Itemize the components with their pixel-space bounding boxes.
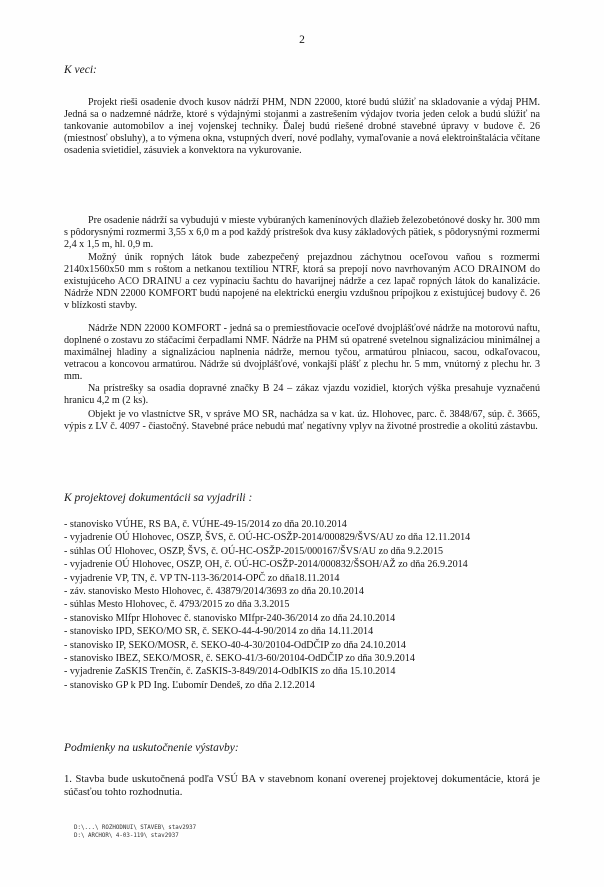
list-item: - súhlas OÚ Hlohovec, OSZP, ŠVS, č. OÚ-HC-OSŽP-2015/000167/ŠVS/AU zo dňa 9.2.2015 (64, 545, 444, 557)
footer-line: D:\...\ ROZHODNUI\ STAVEB\ stav2937 (74, 825, 197, 831)
list-item: - záv. stanovisko Mesto Hlohovec, č. 43879/2014/3693 zo dňa 20.10.2014 (64, 586, 364, 598)
list-item: - stanovisko MIfpr Hlohovec č. stanovisko MIfpr-240-36/2014 zo dňa 24.10.2014 (64, 612, 396, 624)
section-heading-conditions: Podmienky na uskutočnenie výstavby: (64, 742, 239, 754)
section-heading-opinions: K projektovej dokumentácii sa vyjadrili : (64, 492, 253, 504)
list-item: - stanovisko IP, SEKO/MOSR, č. SEKO-40-4-30/20104-OdDČIP zo dňa 24.10.2014 (64, 639, 406, 651)
list-item: - stanovisko IBEZ, SEKO/MOSR, č. SEKO-41/3-60/20104-OdDČIP zo dňa 30.9.2014 (64, 653, 415, 665)
condition-1: 1. Stavba bude uskutočnená podľa VSÚ BA v stavebnom konaní overenej projektovej dokumentácie, ktorá je súčasťou tohto rozhodnutia. (64, 774, 540, 798)
paragraph-traffic-signs: Na prístrešky sa osadia dopravné značky B 24 – zákaz vjazdu vozidiel, ktorých výška presahuje vyznačenú hranicu 4,2 m (2 ks). (64, 383, 540, 406)
page-number: 2 (299, 34, 305, 46)
list-item: - vyjadrenie OÚ Hlohovec, OSZP, ŠVS, č. OÚ-HC-OSŽP-2014/000829/ŠVS/AU zo dňa 12.11.2014 (64, 532, 471, 544)
section-heading-k-veci: K veci: (64, 64, 97, 76)
opinions-list (64, 518, 544, 692)
list-item: - stanovisko IPD, SEKO/MO SR, č. SEKO-44-4-90/2014 zo dňa 14.11.2014 (64, 626, 374, 638)
list-item: - vyjadrenie VP, TN, č. VP TN-113-36/2014-OPČ zo dňa18.11.2014 (64, 572, 340, 584)
list-item: - súhlas Mesto Hlohovec, č. 4793/2015 zo dňa 3.3.2015 (64, 599, 290, 611)
list-item: - stanovisko GP k PD Ing. Ľubomír Dendeš, zo dňa 2.12.2014 (64, 679, 315, 691)
list-item: - vyjadrenie ZaSKIS Trenčín, č. ZaSKIS-3-849/2014-OdbIKIS zo dňa 15.10.2014 (64, 666, 396, 678)
footer-line: D:\ ARCHOR\ 4-03-119\ stav2937 (74, 833, 179, 839)
paragraph-leak-protection: Možný únik ropných látok bude zabezpečený prejazdnou záchytnou oceľovou vaňou s rozmermi 2140x1560x50 mm s roštom a netkanou textíliou NTRF, ktorá sa prepojí novo navrhovaným ACO DRAINOM do existujúceho ACO DRAINU a cez vypínaciu šachtu do havarijnej nádrže a cez lapač ropných látok do kanalizácie. Nádrže NDN 22000 KOMFORT budú napojené na elektrickú energiu vzdušnou prípojkou z existujúcej budovy č. 26 v blízkosti stavby. (64, 252, 540, 311)
list-item: - stanovisko VÚHE, RS BA, č. VÚHE-49-15/2014 zo dňa 20.10.2014 (64, 519, 347, 530)
paragraph-foundations: Pre osadenie nádrží sa vybudujú v mieste vybúraných kamenínových dlažieb železobetónové dosky hr. 300 mm s pôdorysnými rozmermi 3,55 x 6,0 m a pod každý prístrešok dva kusy základových pätiek, s pôdorysnými rozmermi 2,4 x 1,5 m, hl. 0,9 m. (64, 215, 540, 250)
list-item: - vyjadrenie OÚ Hlohovec, OSZP, OH, č. OÚ-HC-OSŽP-2014/000832/ŠSOH/AŽ zo dňa 26.9.2014 (64, 559, 468, 571)
paragraph-tanks: Nádrže NDN 22000 KOMFORT - jedná sa o premiestňovacie oceľové dvojplášťové nádrže na motorovú naftu, doplnené o zostavu zo stáčacími čerpadlami NMF. Nádrže na PHM sú opatrené svetelnou signalizáciou minimálnej a maximálnej hladiny a signalizáciou naplnenia nádrže, mernou tyčou, armatúrou plniacou, sacou, odkaľovacou, vetracou a koncovou armatúrou. Nádrže sú dvojplášťové, vonkajší plášť z plechu hr. 5 mm, vnútorný z plechu hr. 3 mm. (64, 323, 540, 382)
footer-file-path (74, 824, 196, 840)
paragraph-project-description: Projekt rieši osadenie dvoch kusov nádrží PHM, NDN 22000, ktoré budú slúžiť na skladovanie a výdaj PHM. Jedná sa o nadzemné nádrže, ktoré s výdajnými stojanmi a zastrešením výdajov tvoria jeden celok a budú slúžiť na tankovanie automobilov a inej vojenskej techniky. Ďalej budú riešené drobné stavebné úpravy v budove č. 26 (miestnosť obsluhy), a to výmena okna, vstupných dverí, nové podlahy, vymaľovanie a nová elektroinštalácia včítane osadenia svietidiel, zásuviek a konvektora na vykurovanie. (64, 97, 540, 156)
paragraph-ownership: Objekt je vo vlastníctve SR, v správe MO SR, nachádza sa v kat. úz. Hlohovec, parc. č. 3848/67, súp. č. 3665, výpis z LV č. 4097 - čiastočný. Stavebné práce nebudú mať negatívny vplyv na životné prostredie a okolitú zástavbu. (64, 409, 540, 432)
